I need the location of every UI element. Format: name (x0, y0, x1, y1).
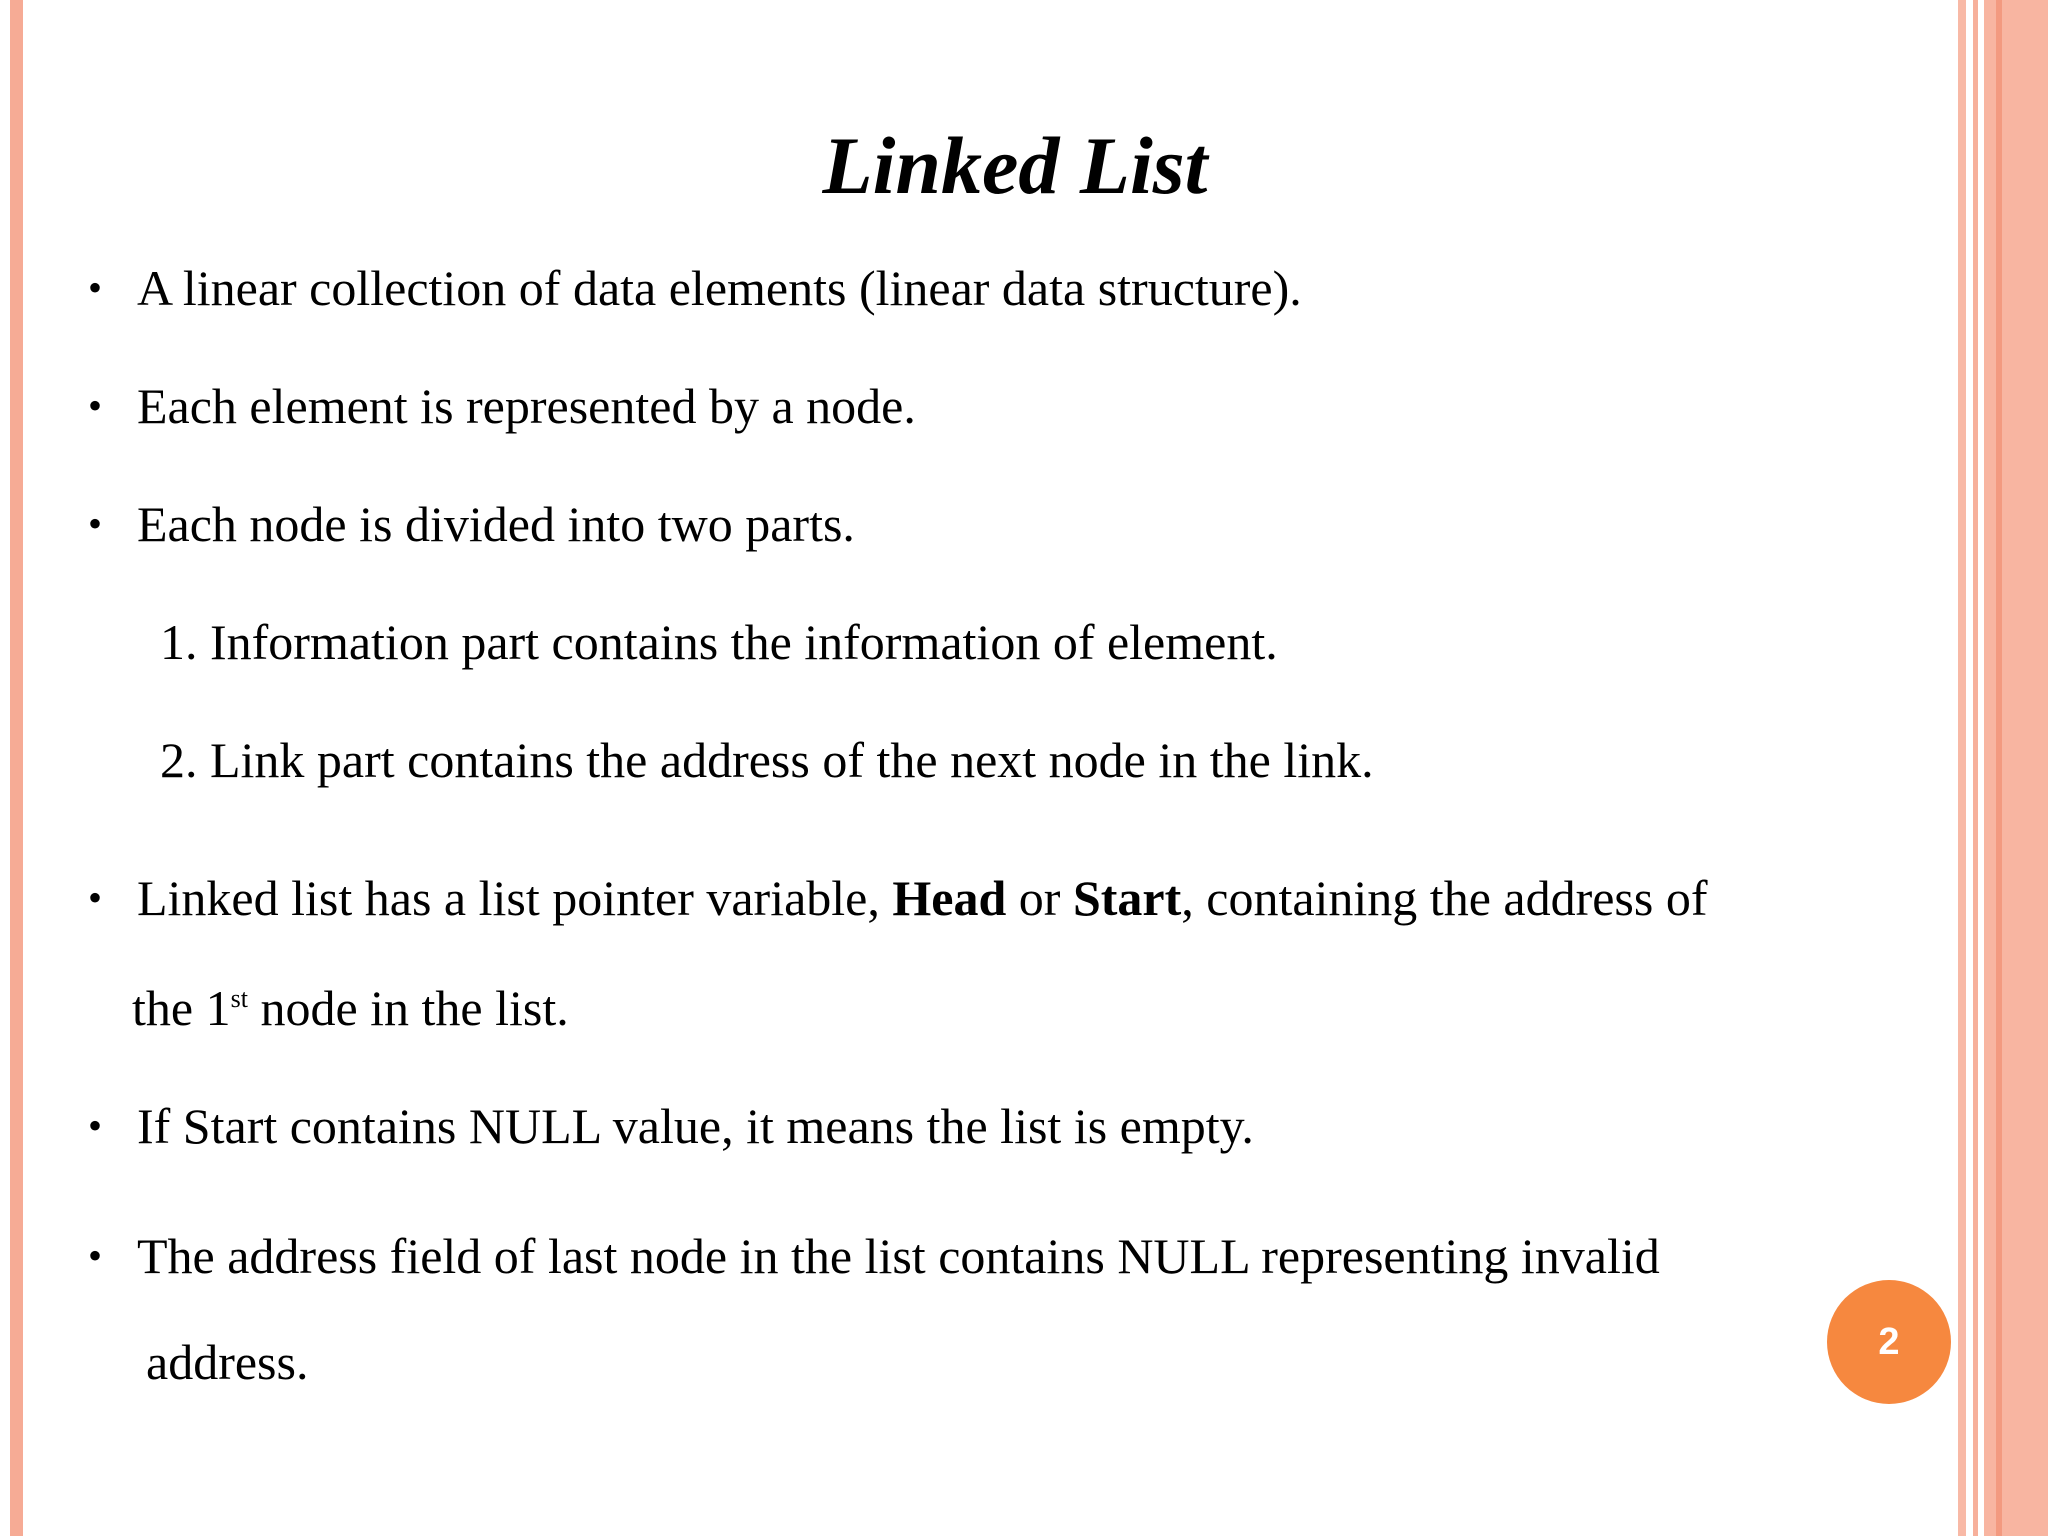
bullet-icon: • (88, 265, 103, 310)
bullet-icon: • (88, 1233, 103, 1278)
bullet-icon: • (88, 875, 103, 920)
list-item: Each element is represented by a node. (137, 378, 916, 434)
slide-title: Linked List (822, 120, 1208, 211)
right-border-band (1984, 0, 2048, 1536)
pointer-text: Linked list has a list pointer variable, (137, 870, 893, 926)
ordinal-suffix: st (230, 984, 248, 1013)
page-number: 2 (1878, 1320, 1900, 1363)
pointer-text: node in the list. (247, 980, 569, 1036)
head-keyword: Head (892, 870, 1007, 926)
list-item: If Start contains NULL value, it means the list is empty. (137, 1098, 1254, 1154)
pointer-text: or (1006, 870, 1073, 926)
right-border-stripe (1958, 0, 1966, 1536)
page-number-badge (1827, 1280, 1951, 1404)
list-item: Each node is divided into two parts. (137, 496, 855, 552)
list-item: The address field of last node in the list contains NULL representing invalid (137, 1228, 1660, 1284)
list-item: A linear collection of data elements (linear data structure). (137, 260, 1302, 316)
list-item-continuation (132, 978, 569, 1038)
pointer-text: , containing the address of (1181, 870, 1708, 926)
pointer-text: the 1 (132, 980, 231, 1036)
right-border-stripe (1973, 0, 1978, 1536)
bullet-icon: • (88, 383, 103, 428)
bullet-icon: • (88, 501, 103, 546)
left-border-stripe (10, 0, 23, 1536)
sub-list-item: 1. Information part contains the information of element. (160, 614, 1278, 670)
sub-list-item: 2. Link part contains the address of the next node in the link. (160, 732, 1374, 788)
list-item (137, 868, 1708, 928)
list-item-continuation: address. (146, 1334, 309, 1390)
start-keyword: Start (1072, 870, 1182, 926)
bullet-icon: • (88, 1103, 103, 1148)
right-border-line (1996, 0, 2002, 1536)
